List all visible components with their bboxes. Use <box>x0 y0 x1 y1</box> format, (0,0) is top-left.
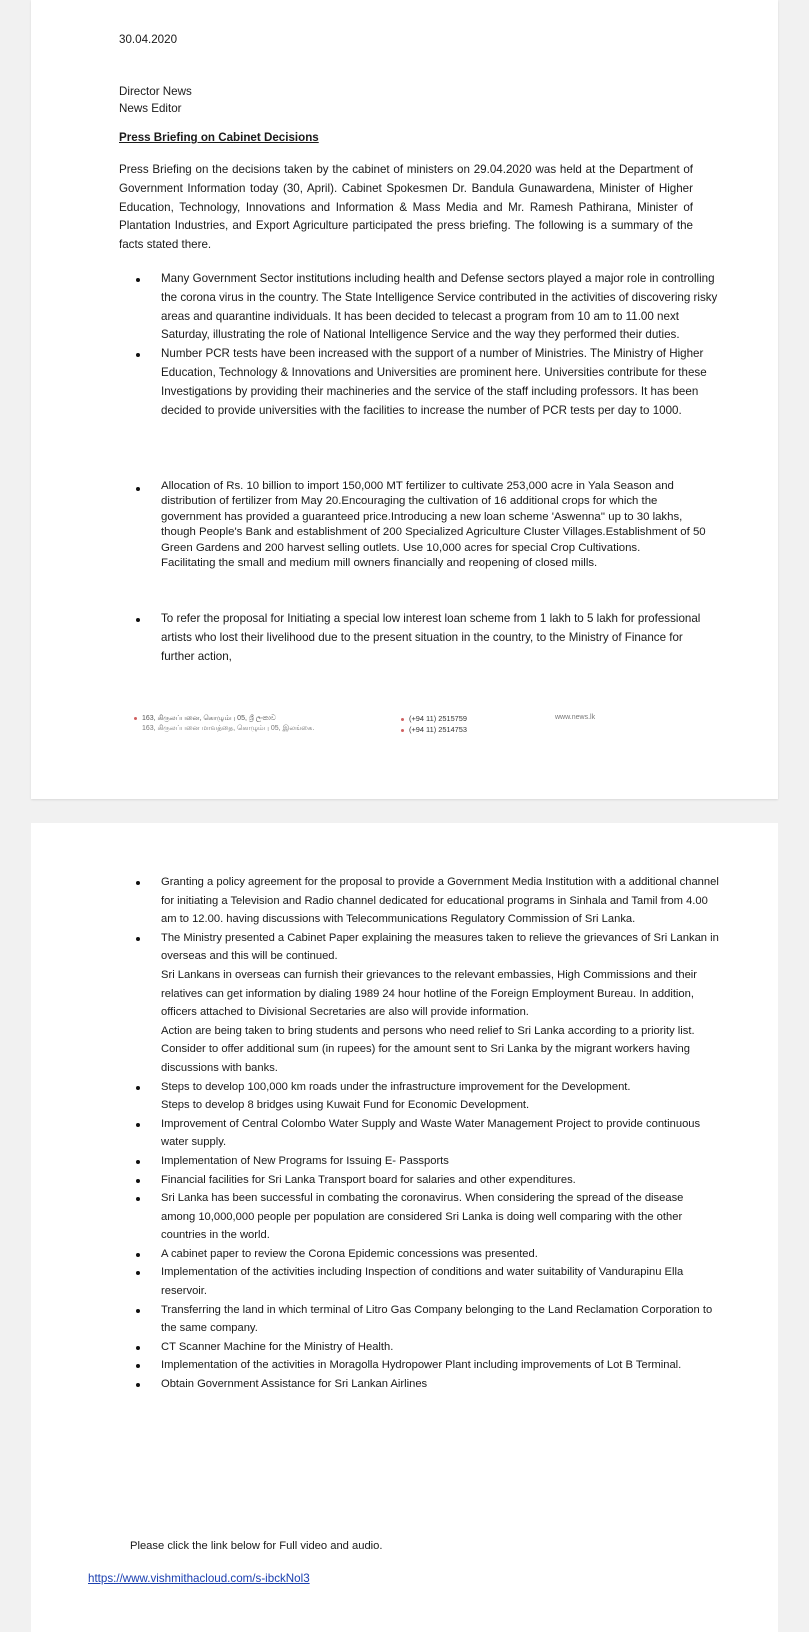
bullet-text: Obtain Government Assistance for Sri Lankan Airlines <box>161 1378 428 1391</box>
bullet-text: Consider to offer additional sum (in rupees) for the amount sent to Sri Lanka by the migrant workers having discussions with banks. <box>161 1043 690 1074</box>
bullet-text: Steps to develop 8 bridges using Kuwait Fund for Economic Development. <box>161 1099 530 1112</box>
bullet-icon <box>136 881 140 885</box>
fax-icon <box>401 729 404 732</box>
bullet-text: Action are being taken to bring students and persons who need relief to Sri Lanka according to a priority list. <box>161 1024 695 1037</box>
fax-number: (+94 11) 2514753 <box>409 725 468 734</box>
bullet-icon <box>136 1253 140 1257</box>
bullet-text: Transferring the land in which terminal of Litro Gas Company belonging to the Land Reclamation Corporation to the same company. <box>161 1303 713 1335</box>
address-sinhala: 163, கிருலப்பனை, கொழும்பு 05, ශ්‍රී ලංකාව <box>142 715 276 722</box>
bullet-item <box>119 270 719 345</box>
bullet-icon <box>136 1123 140 1127</box>
bullet-text: Financial facilities for Sri Lanka Transport board for salaries and other expenditures. <box>161 1173 576 1186</box>
bullet-text: Improvement of Central Colombo Water Supply and Waste Water Management Project to provide continuous water supply. <box>161 1117 701 1149</box>
bullet-text: Implementation of the activities in Moragolla Hydropower Plant including improvements of Lot B Terminal. <box>161 1359 682 1372</box>
bullet-item <box>119 1375 719 1394</box>
closing-note: Please click the link below for Full video and audio. <box>130 1540 383 1552</box>
bullet-list <box>119 873 719 1394</box>
bullet-text: Number PCR tests have been increased with the support of a number of Ministries. The Ministry of Higher Education, Technology & Innovations and Universities are prominent here. Universities contribute for these Investigations by providing their machineries and the service of the staff including professors. It has been decided to provide universities with the facilities to increase the number of PCR tests per day to 1000. <box>161 347 707 417</box>
phone-number: (+94 11) 2515759 <box>409 714 468 723</box>
bullet-icon <box>134 717 137 720</box>
bullet-item <box>119 1152 719 1171</box>
footer-website: www.news.lk <box>555 714 596 721</box>
bullet-list <box>119 479 719 571</box>
bullet-item <box>119 345 719 420</box>
document-page-2 <box>31 823 778 1632</box>
bullet-icon <box>136 487 140 491</box>
bullet-item <box>119 1338 719 1357</box>
bullet-icon <box>136 353 140 357</box>
bullet-text: CT Scanner Machine for the Ministry of Health. <box>161 1340 394 1353</box>
intro-paragraph: Press Briefing on the decisions taken by the cabinet of ministers on 29.04.2020 was held at the Department of Government Information today (30, April). Cabinet Spokesmen Dr. Bandula Gunawardena, Minister of Higher Education, Technology, Innovations and Information & Mass Media and Mr. Ramesh Pathirana, Minister of Plantation Industries, and Export Agriculture participated the press briefing. The following is a summary of the facts stated there. <box>119 163 693 252</box>
bullet-item <box>119 1115 719 1152</box>
bullet-item <box>119 1245 719 1264</box>
address-tamil: 163, கிருலப்பனை மாவத்தை, கொழும்பு 05, இலங்கை. <box>142 725 315 732</box>
bullet-icon <box>136 1197 140 1201</box>
bullet-icon <box>136 1086 140 1090</box>
bullet-icon <box>136 1179 140 1183</box>
bullet-item <box>119 1078 719 1115</box>
bullet-text: Sri Lanka has been successful in combating the coronavirus. When considering the spread of the disease among 10,000,000 people per population are considered Sri Lanka is doing well comparing with the other countries in the world. <box>161 1192 684 1242</box>
recipient-line: Director News <box>119 85 192 98</box>
bullet-icon <box>136 937 140 941</box>
bullet-item <box>119 610 719 666</box>
bullet-item <box>119 929 719 1078</box>
bullet-icon <box>136 278 140 282</box>
bullet-item <box>119 1301 719 1338</box>
video-link[interactable]: https://www.vishmithacloud.com/s-ibckNol3 <box>88 1572 310 1585</box>
bullet-item <box>119 1263 719 1300</box>
bullet-text: Many Government Sector institutions including health and Defense sectors played a major role in controlling the corona virus in the country. The State Intelligence Service contributed in the activities of discovering risky areas and quarantine individuals. It has been decided to telecast a program from 10 am to 11.00 next Saturday, illustrating the role of National Intelligence Service and the way they performed their duties. <box>161 272 718 342</box>
bullet-text: Steps to develop 100,000 km roads under the infrastructure improvement for the Development. <box>161 1080 631 1093</box>
bullet-text: Implementation of New Programs for Issuing E- Passports <box>161 1154 449 1167</box>
footer-address <box>134 714 314 734</box>
bullet-text: Sri Lankans in overseas can furnish their grievances to the relevant embassies, High Commissions and their relatives can get information by dialing 1989 24 hour hotline of the Foreign Employment Bureau. In addition, officers attached to Divisional Secretaries are also will provide information. <box>161 968 698 1019</box>
bullet-item <box>119 1189 719 1245</box>
letter-date: 30.04.2020 <box>119 33 178 46</box>
bullet-item <box>119 1171 719 1190</box>
bullet-list <box>119 270 719 420</box>
phone-icon <box>401 718 404 721</box>
bullet-text: Allocation of Rs. 10 billion to import 150,000 MT fertilizer to cultivate 253,000 acre in Yala Season and distribution of fertilizer from May 20.Encouraging the cultivation of 16 additional crops for which the government has provided a guaranteed price.Introducing a new loan scheme 'Aswenna'' up to 30 lakhs, though People's Bank and establishment of 200 Specialized Agriculture Cluster Villages.Establishment of 50 Green Gardens and 200 harvest selling outlets. Use 10,000 acres for special Crop Cultivations. <box>161 480 706 554</box>
letterhead-footer <box>134 714 734 744</box>
page-title: Press Briefing on Cabinet Decisions <box>119 131 319 144</box>
bullet-list <box>119 610 719 666</box>
recipient-line: News Editor <box>119 102 182 115</box>
bullet-text: To refer the proposal for Initiating a special low interest loan scheme from 1 lakh to 5 lakh for professional artists who lost their livelihood due to the present situation in the country, to the Ministry of Finance for further action, <box>161 612 701 663</box>
bullet-text: Facilitating the small and medium mill owners financially and reopening of closed mills. <box>161 557 598 570</box>
document-page-1 <box>31 0 778 799</box>
bullet-icon <box>136 1383 140 1387</box>
bullet-icon <box>136 1160 140 1164</box>
footer-phone <box>401 714 467 736</box>
bullet-item <box>119 873 719 929</box>
bullet-text: Granting a policy agreement for the proposal to provide a Government Media Institution with a additional channel for initiating a Television and Radio channel dedicated for educational programs in Sinhala and Tamil from 4.00 am to 12.00. having discussions with Telecommunications Regulatory Commission of Sri Lanka. <box>161 876 719 926</box>
bullet-text: The Ministry presented a Cabinet Paper explaining the measures taken to relieve the grievances of Sri Lankan in overseas and this will be continued. <box>161 931 719 963</box>
bullet-icon <box>136 1309 140 1313</box>
bullet-item <box>119 1356 719 1375</box>
bullet-item <box>119 479 719 571</box>
bullet-icon <box>136 1271 140 1275</box>
bullet-text: Implementation of the activities including Inspection of conditions and water suitability of Vandurapinu Ella reservoir. <box>161 1266 684 1298</box>
bullet-icon <box>136 1364 140 1368</box>
recipients <box>119 83 192 117</box>
bullet-text: A cabinet paper to review the Corona Epidemic concessions was presented. <box>161 1247 538 1260</box>
bullet-icon <box>136 618 140 622</box>
bullet-icon <box>136 1346 140 1350</box>
